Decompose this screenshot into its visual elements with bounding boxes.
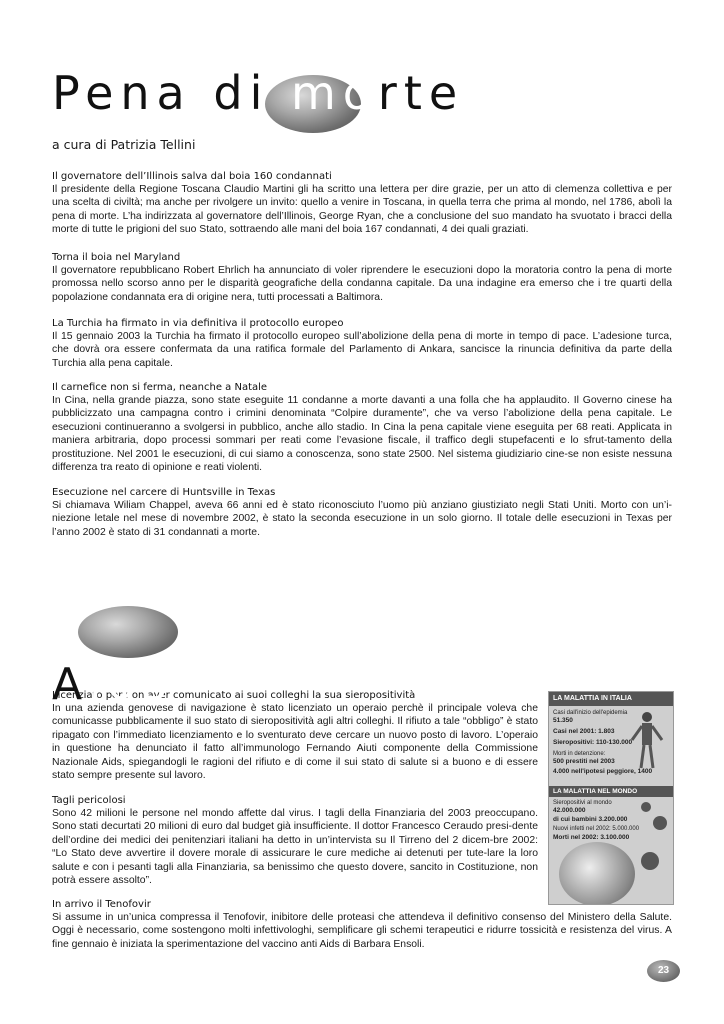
infographic-text: Morti in detenzione:	[553, 751, 606, 757]
infographic-text: Sieropositivi: 110-130.000	[553, 739, 633, 746]
infographic-text: Casi nel 2001: 1.803	[553, 728, 615, 735]
article-body: In Cina, nella grande piazza, sono state eseguite 11 condanne a morte davanti a una folla che ha applaudito. Il Governo cinese ha pubblicizzato una campagna contro i crimini denominata “Colpire duramente”, che va verso l’abolizione della pena capitale. Le esecuzioni continueranno a svolgersi in pubblico, anche allo stadio. In Cina la pena capitale viene eseguita per 68 reati. Applicata in maniera arbitraria, dopo processi sommari per reati come l’evasione fiscale, il traffico degli stupefacenti e lo sfrut-tamento della prostituzione. Nel 2001 le esecuzioni, di cui siamo a conoscenza, sono state 2500. Nel sistema giudiziario cine-se non esiste nessuna differenza tra reato di opinione e reati violenti.	[52, 395, 672, 474]
article-heading: Esecuzione nel carcere di Huntsville in Texas	[52, 487, 276, 498]
infographic-text: Nuovi infetti nel 2002: 5.000.000	[553, 826, 640, 832]
article-body: Si chiamava Wiliam Chappel, aveva 66 anni ed è stato riconosciuto l’uomo più anziano giustiziato negli Stati Uniti. Morto con un’i-niezione letale nel mese di novembre 2002, è stato la seconda esecuzione in un solo giorno. Il totale delle esecuzioni in Texas per l’anno 2002 è stato di 31 condannati a morte.	[52, 500, 672, 538]
infographic-text: 500 prestiti nel 2003	[553, 758, 615, 765]
page-number: 23	[647, 960, 680, 982]
article-2	[52, 251, 672, 304]
article-5	[52, 486, 672, 539]
article-body: In una azienda genovese di navigazione è stato licenziato un operaio perchè il principale voleva che comunicasse pubblicamente il suo stato di sieropositività agli altri colleghi. Il rifiuto a tale “obbligo” è stato ripagato con l’immediato licenziamento e lo sventurato deve cercare un nuovo posto di lavoro. L’operaio in questione ha denunciato il fatto all’immunologo Fernando Aiuti componente della Commissione Nazionale Aids, spiegandogli le ragioni del rifiuto e di come il sui stato di salute si a buono e di essere stato sempre presente sul lavoro.	[52, 703, 538, 782]
bubble-icon	[653, 816, 667, 830]
section-title-pena-di-morte: Pena di morte	[52, 66, 465, 120]
infographic-subtitle: LA MALATTIA NEL MONDO	[549, 786, 673, 797]
article-heading: La Turchia ha firmato in via definitiva il protocollo europeo	[52, 318, 344, 329]
article-heading: Tagli pericolosi	[52, 795, 126, 806]
byline: a cura di Patrizia Tellini	[52, 137, 196, 152]
infographic-text: Morti nel 2002: 3.100.000	[553, 834, 630, 841]
section-title-aids: Aids	[52, 659, 174, 710]
article-3	[52, 317, 672, 370]
human-figure-icon	[629, 710, 665, 770]
bubble-icon	[641, 852, 659, 870]
aids-article-2	[52, 794, 538, 887]
article-heading: Il carnefice non si ferma, neanche a Natale	[52, 382, 268, 393]
bubble-icon	[641, 802, 651, 812]
globe-icon	[559, 842, 635, 905]
infographic-text: di cui bambini 3.200.000	[553, 816, 628, 823]
article-body: Il governatore repubblicano Robert Ehrlich ha annunciato di voler riprendere le esecuzioni dopo la moratoria contro la pena di morte promossa nello scorso anno per le disparità geografiche della condanna capitale. Da una indagine era emerso che i tre quarti della popolazione condannata era di origine nera, tutti processati a Baltimora.	[52, 265, 672, 303]
article-heading: Torna il boia nel Maryland	[52, 252, 181, 263]
article-heading: Licenziato per non aver comunicato ai suoi colleghi la sua sieropositività	[52, 690, 416, 701]
article-body: Il presidente della Regione Toscana Claudio Martini gli ha scritto una lettera per dire grazie, per un atto di clemenza collettiva e per una scelta di civiltà; ma anche per rivolgere un invito: quello a venire in Toscana, in quella terra che prima al mondo, nel 1786, abolì la pena di morte. L’ha indirizzata al governatore dell’Illinois, George Ryan, che a conclusione del suo mandato ha svuotato i bracci della morte di tutte le prigioni del suo Stato, sottraendo alle mani del boia 167 condannati, 4 dei quali graziati.	[52, 184, 672, 236]
article-heading: Il governatore dell’Illinois salva dal boia 160 condannati	[52, 171, 332, 182]
aids-article-3	[52, 898, 672, 951]
title-highlight-blob	[78, 606, 178, 658]
infographic-text: Casi dall'inizio dell'epidemia	[553, 710, 628, 716]
article-1	[52, 170, 672, 237]
article-4	[52, 381, 672, 474]
article-body: Sono 42 milioni le persone nel mondo affette dal virus. I tagli della Finanziaria del 2003 preoccupano. Sono stati decurtati 20 milioni di euro dal budget già insufficiente. Il dottor Francesco Ceraudo presi-dente dell’ordine dei medici dei penitenziari italiani ha detto in un’intervista su Il Tirreno del 2 dicem-bre 2002: “Lo Stato deve avvertire il dovere morale di assicurare le cure mediche ai detenuti per tute-lare la loro salute e con i pesanti tagli alla Finanziaria, sa benissimo che questo dovere, sancito in Costituzione, non potrà essere assolto”.	[52, 808, 538, 887]
infographic-text: 4.000 nell'ipotesi peggiore, 1400	[553, 768, 653, 775]
infographic-text: 42.000.000	[553, 807, 586, 814]
infographic-text: 51.350	[553, 717, 573, 724]
article-heading: In arrivo il Tenofovir	[52, 899, 151, 910]
infographic-title: LA MALATTIA IN ITALIA	[549, 692, 673, 706]
infographic-text: Sieropositivi al mondo	[553, 800, 612, 806]
aids-infographic-image	[548, 691, 674, 905]
article-body: Il 15 gennaio 2003 la Turchia ha firmato il protocollo europeo sull’abolizione della pena di morte in tempo di pace. L’adesione turca, che dovrà ora essere confermata da una ratifica formale del Parlamento di Ankara, sancisce la rinuncia definitiva da parte della Turchia alla pena capitale.	[52, 331, 672, 369]
article-body: Si assume in un’unica compressa il Tenofovir, inibitore delle proteasi che attendeva il definitivo consenso del Ministero della Salute. Oggi è necessario, come sostengono molti infettivologhi, semplificare gli schemi terapeutici e ridurre tossicità e resistenza del virus. A fine gennaio è iniziata la sperimentazione del vaccino anti Aids di Barbara Ensoli.	[52, 912, 672, 950]
